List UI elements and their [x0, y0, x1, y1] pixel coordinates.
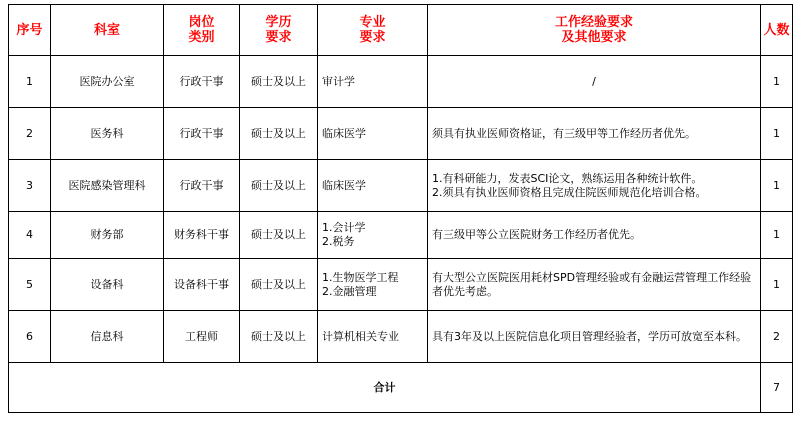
header-major	[318, 5, 428, 56]
header-major-line: 专业	[359, 15, 386, 30]
cell-major: 临床医学	[318, 160, 428, 212]
cell-count: 1	[761, 56, 793, 108]
header-experience	[428, 5, 761, 56]
cell-major: 临床医学	[318, 108, 428, 160]
cell-post: 行政干事	[164, 160, 240, 212]
cell-dept: 医务科	[51, 108, 164, 160]
cell-post: 行政干事	[164, 56, 240, 108]
header-major-line: 要求	[359, 30, 386, 45]
cell-post: 财务科干事	[164, 212, 240, 259]
cell-dept: 财务部	[51, 212, 164, 259]
table-row	[9, 56, 793, 108]
cell-seq: 3	[9, 160, 51, 212]
cell-post: 工程师	[164, 311, 240, 363]
header-experience-line: 工作经验要求	[554, 15, 633, 30]
cell-major	[318, 259, 428, 311]
major-line: 2.税务	[322, 235, 355, 248]
cell-edu: 硕士及以上	[240, 160, 318, 212]
cell-dept: 信息科	[51, 311, 164, 363]
cell-major	[318, 212, 428, 259]
cell-post: 设备科干事	[164, 259, 240, 311]
cell-count: 1	[761, 160, 793, 212]
cell-dept: 医院办公室	[51, 56, 164, 108]
cell-seq: 5	[9, 259, 51, 311]
cell-edu: 硕士及以上	[240, 311, 318, 363]
header-seq: 序号	[9, 5, 51, 56]
header-experience-line: 及其他要求	[561, 30, 627, 45]
cell-dept: 医院感染管理科	[51, 160, 164, 212]
cell-count: 1	[761, 212, 793, 259]
header-row	[9, 5, 793, 56]
cell-edu: 硕士及以上	[240, 212, 318, 259]
header-post-type	[164, 5, 240, 56]
exp-line: 2.须具有执业医师资格且完成住院医师规范化培训合格。	[432, 185, 707, 199]
cell-exp: 有三级甲等公立医院财务工作经历者优先。	[428, 212, 761, 259]
cell-count: 2	[761, 311, 793, 363]
cell-exp: 须具有执业医师资格证，有三级甲等工作经历者优先。	[428, 108, 761, 160]
header-post-type-line: 类别	[188, 30, 215, 45]
header-education-line: 学历	[265, 15, 292, 30]
major-line: 2.金融管理	[322, 284, 377, 298]
major-line: 1.生物医学工程	[322, 270, 399, 284]
cell-dept: 设备科	[51, 259, 164, 311]
header-post-type-line: 岗位	[188, 15, 215, 30]
recruitment-table	[8, 4, 793, 413]
table-row	[9, 212, 793, 259]
cell-exp: 具有3年及以上医院信息化项目管理经验者，学历可放宽至本科。	[428, 311, 761, 363]
header-dept: 科室	[51, 5, 164, 56]
cell-count: 1	[761, 108, 793, 160]
cell-major: 审计学	[318, 56, 428, 108]
cell-edu: 硕士及以上	[240, 56, 318, 108]
header-education	[240, 5, 318, 56]
total-row	[9, 363, 793, 413]
cell-edu: 硕士及以上	[240, 259, 318, 311]
table-row	[9, 160, 793, 212]
cell-edu: 硕士及以上	[240, 108, 318, 160]
cell-count: 1	[761, 259, 793, 311]
cell-post: 行政干事	[164, 108, 240, 160]
cell-exp	[428, 160, 761, 212]
header-education-line: 要求	[265, 30, 292, 45]
table-row	[9, 311, 793, 363]
table-row	[9, 108, 793, 160]
major-line: 1.会计学	[322, 221, 366, 234]
cell-exp: 有大型公立医院医用耗材SPD管理经验或有金融运营管理工作经验者优先考虑。	[428, 259, 761, 311]
header-count: 人数	[761, 5, 793, 56]
cell-major: 计算机相关专业	[318, 311, 428, 363]
cell-seq: 2	[9, 108, 51, 160]
total-count: 7	[761, 363, 793, 413]
cell-seq: 1	[9, 56, 51, 108]
exp-line: 1.有科研能力，发表SCI论文，熟练运用各种统计软件。	[432, 171, 703, 185]
cell-seq: 6	[9, 311, 51, 363]
cell-seq: 4	[9, 212, 51, 259]
cell-exp: /	[428, 56, 761, 108]
table-row	[9, 259, 793, 311]
total-label: 合计	[9, 363, 761, 413]
